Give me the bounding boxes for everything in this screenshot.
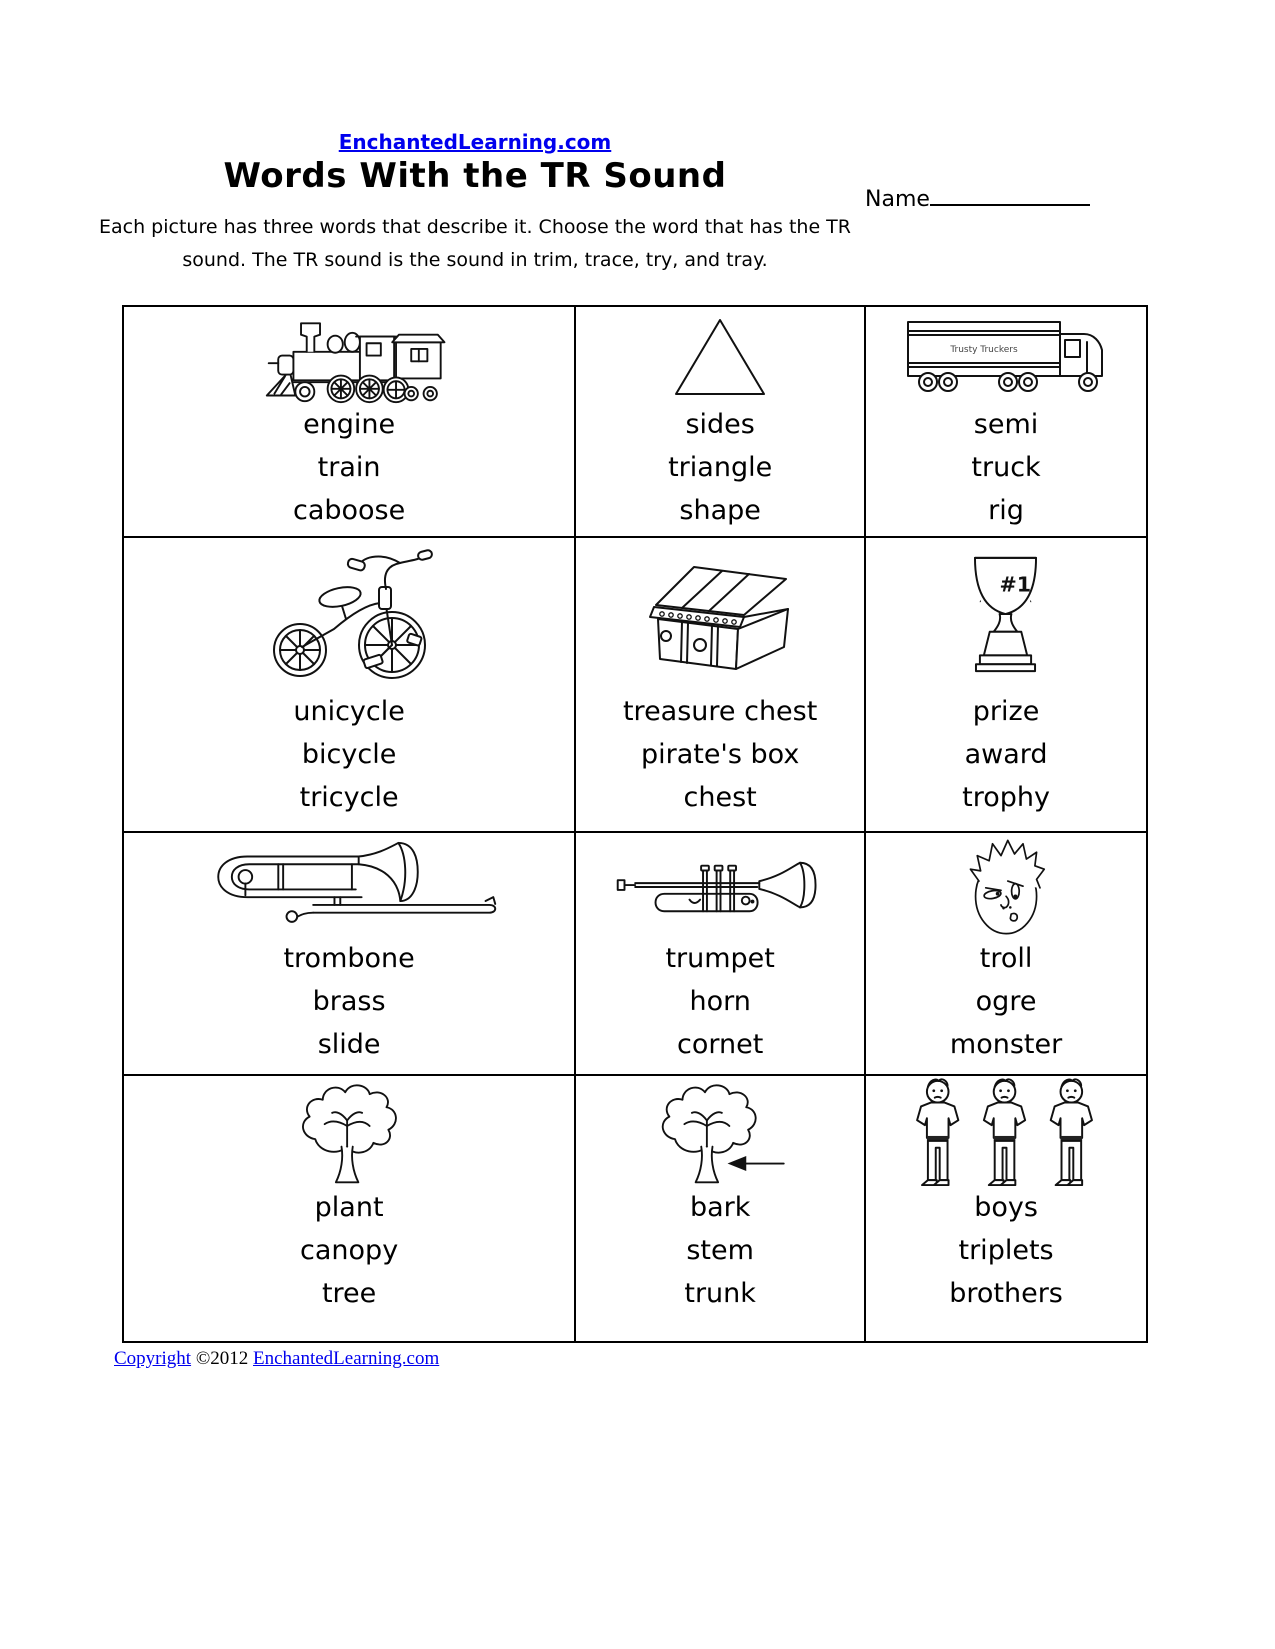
trunk-arrow — [728, 1156, 747, 1171]
word-option[interactable]: semi — [973, 409, 1039, 440]
word-options — [668, 403, 772, 532]
word-option[interactable]: pirate's box — [640, 739, 800, 771]
triplets-image — [905, 1080, 1107, 1186]
word-option[interactable]: triplets — [958, 1235, 1054, 1267]
word-options — [623, 690, 817, 819]
cell-trophy — [866, 538, 1146, 833]
word-option[interactable]: bicycle — [301, 739, 397, 771]
site-link[interactable]: EnchantedLearning.com — [338, 130, 612, 154]
trophy-badge-text: #1 — [999, 572, 1032, 597]
word-option[interactable]: stem — [686, 1235, 754, 1267]
instructions — [60, 211, 890, 277]
word-option[interactable]: boys — [974, 1192, 1038, 1224]
word-option[interactable]: trophy — [962, 782, 1050, 814]
cell-trumpet — [576, 833, 866, 1076]
cell-tree-trunk — [576, 1076, 866, 1341]
word-option[interactable]: brothers — [949, 1278, 1063, 1310]
triangle-image — [672, 311, 768, 403]
cell-tree — [124, 1076, 576, 1341]
word-option[interactable]: sides — [685, 409, 755, 440]
cell-triangle — [576, 307, 866, 538]
word-option[interactable]: chest — [683, 782, 757, 814]
footer-site-link[interactable]: EnchantedLearning.com — [253, 1348, 440, 1369]
word-option[interactable]: bark — [689, 1192, 751, 1224]
word-option[interactable]: triangle — [668, 452, 773, 483]
word-option[interactable]: horn — [689, 985, 751, 1017]
cell-treasure-chest — [576, 538, 866, 833]
word-option[interactable]: brass — [312, 985, 386, 1017]
tree-image — [286, 1080, 412, 1186]
word-option[interactable]: tricycle — [299, 782, 399, 814]
trombone-image — [188, 837, 510, 937]
name-row — [865, 184, 1090, 212]
word-options — [950, 937, 1062, 1066]
cell-truck — [866, 307, 1146, 538]
cell-trombone — [124, 833, 576, 1076]
word-options — [962, 690, 1050, 819]
worksheet-grid — [122, 305, 1148, 1343]
word-options — [684, 1186, 756, 1315]
word-option[interactable]: engine — [303, 409, 396, 440]
word-options — [665, 937, 774, 1066]
cell-troll — [866, 833, 1146, 1076]
treasure-chest-image — [640, 542, 800, 690]
word-options — [283, 937, 414, 1066]
tricycle-image — [262, 542, 437, 690]
name-blank-line[interactable] — [930, 184, 1090, 206]
footer-copyright — [114, 1348, 439, 1370]
word-option[interactable]: trunk — [684, 1278, 756, 1310]
word-option[interactable]: rig — [988, 495, 1024, 526]
word-option[interactable]: unicycle — [293, 696, 405, 728]
tree-trunk-image — [645, 1080, 795, 1186]
truck-sign-text: Trusty Truckers — [949, 345, 1018, 355]
word-option[interactable]: award — [964, 739, 1048, 771]
trumpet-image — [613, 837, 828, 937]
word-option[interactable]: treasure chest — [622, 696, 818, 728]
word-option[interactable]: trumpet — [665, 942, 775, 974]
word-option[interactable]: truck — [971, 452, 1041, 483]
page-title: Words With the TR Sound — [223, 156, 727, 196]
word-options — [971, 403, 1040, 532]
instructions-line-2: sound. The TR sound is the sound in trim, trace, try, and tray. — [182, 249, 768, 271]
copyright-year: ©2012 — [195, 1348, 249, 1369]
cell-tricycle — [124, 538, 576, 833]
word-option[interactable]: caboose — [292, 495, 406, 526]
word-option[interactable]: plant — [314, 1192, 384, 1224]
word-option[interactable]: trombone — [283, 942, 415, 974]
train-image — [250, 311, 448, 403]
word-options — [949, 1186, 1063, 1315]
word-option[interactable]: monster — [949, 1028, 1063, 1060]
word-options — [300, 1186, 398, 1315]
word-options — [293, 690, 405, 819]
word-option[interactable]: tree — [321, 1278, 377, 1310]
header-site-link-row — [60, 130, 890, 154]
semi-truck-image — [904, 311, 1109, 403]
word-option[interactable]: cornet — [677, 1028, 764, 1060]
word-options — [293, 403, 405, 532]
troll-image — [960, 837, 1053, 937]
cell-triplets — [866, 1076, 1146, 1341]
word-option[interactable]: canopy — [300, 1235, 399, 1267]
word-option[interactable]: slide — [317, 1028, 381, 1060]
trophy-image — [954, 542, 1058, 690]
word-option[interactable]: train — [317, 452, 381, 483]
word-option[interactable]: prize — [972, 696, 1040, 728]
name-label: Name — [865, 187, 930, 212]
cell-train — [124, 307, 576, 538]
word-option[interactable]: troll — [979, 942, 1033, 974]
copyright-link[interactable]: Copyright — [114, 1348, 192, 1369]
word-option[interactable]: shape — [679, 495, 761, 526]
word-option[interactable]: ogre — [975, 985, 1037, 1017]
instructions-line-1: Each picture has three words that describe it. Choose the word that has the TR — [99, 216, 851, 238]
